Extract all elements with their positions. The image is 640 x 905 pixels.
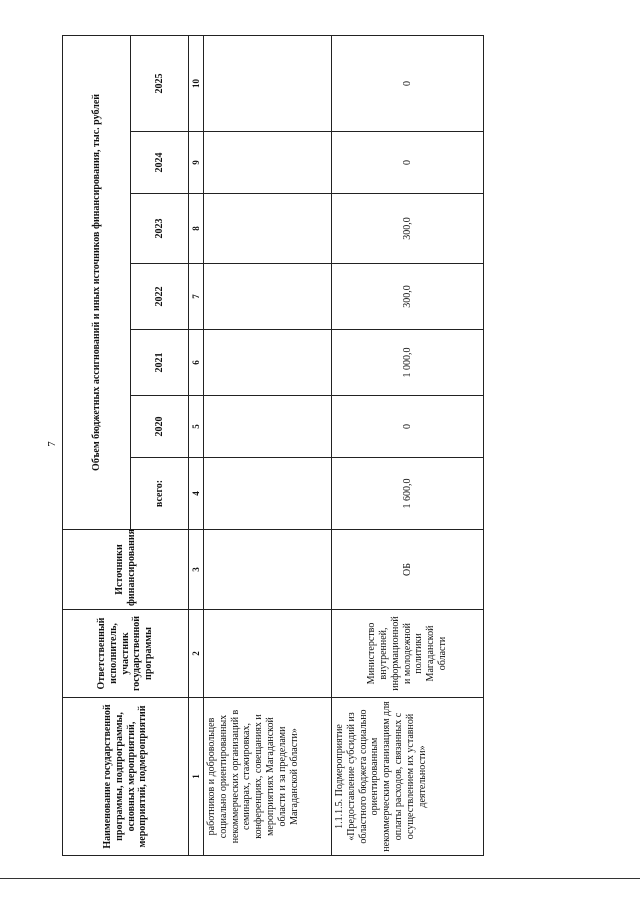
rotated-table-inner	[62, 36, 482, 856]
column-number: 9	[189, 132, 204, 194]
row-value-2022: 300,0	[332, 264, 484, 330]
row-value-2020	[204, 396, 332, 458]
row-value-total	[204, 458, 332, 530]
table-row	[204, 35, 332, 855]
column-number: 6	[189, 330, 204, 396]
header-year-2023: 2023	[131, 194, 189, 264]
row-executor: Министерство внутренней, информационной и молодежной политики Магаданской области	[332, 610, 484, 698]
column-number: 2	[189, 610, 204, 698]
page-number: 7	[46, 441, 58, 447]
header-year-2025: 2025	[131, 35, 189, 131]
row-name: работников и добровольцев социально ориентированных некоммерческих организаций в семинарах, стажировках, конференциях, совещаниях и мероприятиях Магаданской области и за пределами Магаданской области»	[204, 698, 332, 856]
row-value-2021: 1 000,0	[332, 330, 484, 396]
column-number-row	[189, 35, 204, 855]
row-value-2021	[204, 330, 332, 396]
column-number: 5	[189, 396, 204, 458]
column-number: 8	[189, 194, 204, 264]
row-value-2023: 300,0	[332, 194, 484, 264]
row-value-2020: 0	[332, 396, 484, 458]
row-value-2025: 0	[332, 35, 484, 131]
header-name: Наименование государственной программы, подпрограммы, основных мероприятий, мероприятий, подмероприятий	[63, 698, 189, 856]
row-source: ОБ	[332, 530, 484, 610]
header-year-2020: 2020	[131, 396, 189, 458]
header-executor: Ответственный исполнитель, участник государственной программы	[63, 610, 189, 698]
row-name: 1.1.1.5. Подмероприятие «Предоставление субсидий из областного бюджета социально ориентированным некоммерческим организациям для оплаты расходов, связанных с осуществлением их уставной деятельности»	[332, 698, 484, 856]
row-source	[204, 530, 332, 610]
header-sources: Источники финансирования	[63, 530, 189, 610]
row-value-2025	[204, 35, 332, 131]
header-year-total: всего:	[131, 458, 189, 530]
row-value-2022	[204, 264, 332, 330]
row-value-total: 1 600,0	[332, 458, 484, 530]
row-value-2024	[204, 132, 332, 194]
funding-table	[62, 35, 484, 856]
column-number: 1	[189, 698, 204, 856]
column-number: 4	[189, 458, 204, 530]
table-row	[332, 35, 484, 855]
header-year-2021: 2021	[131, 330, 189, 396]
header-year-2024: 2024	[131, 132, 189, 194]
column-number: 3	[189, 530, 204, 610]
header-funding-group: Объем бюджетных ассигнований и иных источников финансирования, тыс. рублей	[63, 35, 131, 529]
row-executor	[204, 610, 332, 698]
row-value-2023	[204, 194, 332, 264]
column-number: 7	[189, 264, 204, 330]
column-number: 10	[189, 35, 204, 131]
footer-rule	[0, 878, 640, 879]
row-value-2024: 0	[332, 132, 484, 194]
header-year-2022: 2022	[131, 264, 189, 330]
rotated-table-container	[62, 36, 640, 852]
